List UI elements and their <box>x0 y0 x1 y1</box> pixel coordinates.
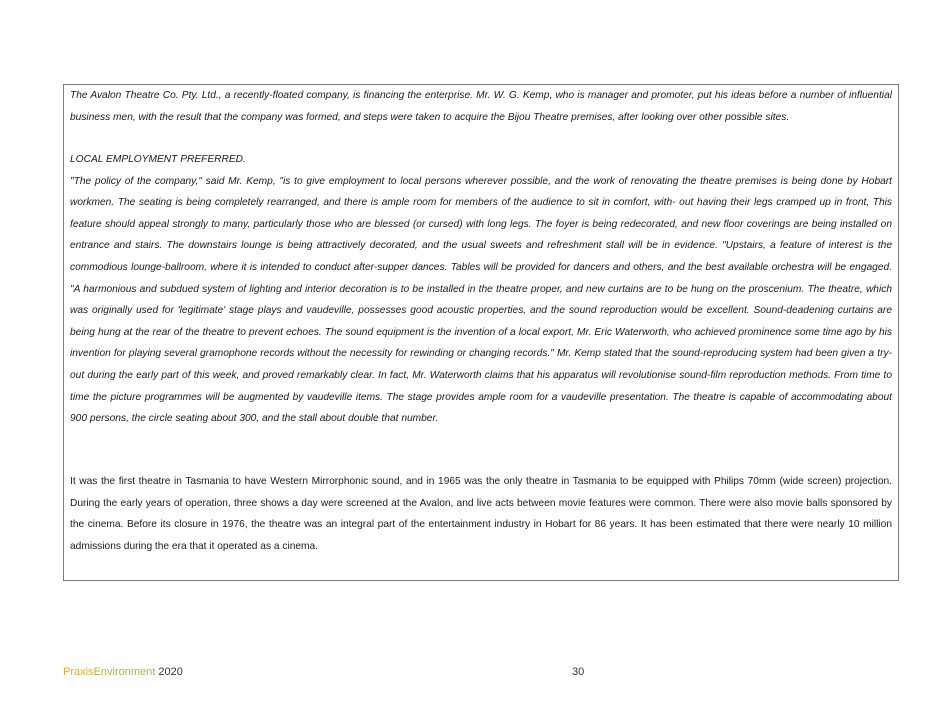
section-heading: LOCAL EMPLOYMENT PREFERRED. <box>70 154 246 165</box>
footer-year: 2020 <box>158 666 183 678</box>
brand-praxis: Praxis <box>63 666 94 678</box>
paragraph-kemp-quote: "The policy of the company," said Mr. Kemp, "is to give employment to local persons wherever possible, and the work of renovating the theatre premises is being done by Hobart workmen. The seating is being completely rearranged, and there is ample room for members of the audience to sit in comfort, with- out having their legs cramped up in front, This feature should appeal strongly to many, particularly those who are blessed (or cursed) with long legs. The foyer is being redecorated, and new floor coverings are being installed on entrance and stairs. The downstairs lounge is being attractively decorated, and the usual sweets and refreshment stall will be in evidence. "Upstairs, a feature of interest is the commodious lounge-ballroom, where it is intended to conduct after-supper dances. Tables will be provided for dancers and others, and the best available orchestra will be engaged. "A harmonious and subdued system of lighting and interior decoration is to be installed in the theatre proper, and new curtains are to be hung on the proscenium. The theatre, which was originally used for 'legitimate' stage plays and vaudeville, possesses good acoustic properties, and the sound reproduction would be excellent. Sound-deadening curtains are being hung at the rear of the theatre to prevent echoes. The sound equipment is the invention of a local export, Mr. Eric Waterworth, who achieved prominence some time ago by his invention for playing several gramophone records without the necessity for rewinding or changing records." Mr. Kemp stated that the sound-reproducing system had been given a try-out during the early part of this week, and proved remarkably clear. In fact, Mr. Waterworth claims that his apparatus will revolutionise sound-film reproduction methods. From time to time the picture programmes will be augmented by vaudeville items. The stage provides ample room for a vaudeville presentation. The theatre is capable of accommodating about 900 persons, the circle seating about 300, and the stall about double that number. <box>70 175 892 425</box>
page-number: 30 <box>572 666 585 678</box>
section-local-employment <box>70 149 892 430</box>
paragraph-history: It was the first theatre in Tasmania to have Western Mirrorphonic sound, and in 1965 was the only theatre in Tasmania to be equipped with Philips 70mm (wide screen) projection. During the early years of operation, three shows a day were screened at the Avalon, and live acts between movie features were common. There were also movie balls sponsored by the cinema. Before its closure in 1976, the theatre was an integral part of the entertainment industry in Hobart for 86 years. It has been estimated that there were nearly 10 million admissions during the era that it operated as a cinema. <box>70 476 892 552</box>
text-frame <box>63 84 899 581</box>
footer-brand <box>63 665 183 679</box>
brand-environment: Environment <box>93 666 156 678</box>
paragraph-intro: The Avalon Theatre Co. Pty. Ltd., a recently-floated company, is financing the enterprise. Mr. W. G. Kemp, who is manager and promoter, put his ideas before a number of influential business men, with the result that the company was formed, and steps were taken to acquire the Bijou Theatre premises, after looking over other possible sites. <box>70 90 892 123</box>
